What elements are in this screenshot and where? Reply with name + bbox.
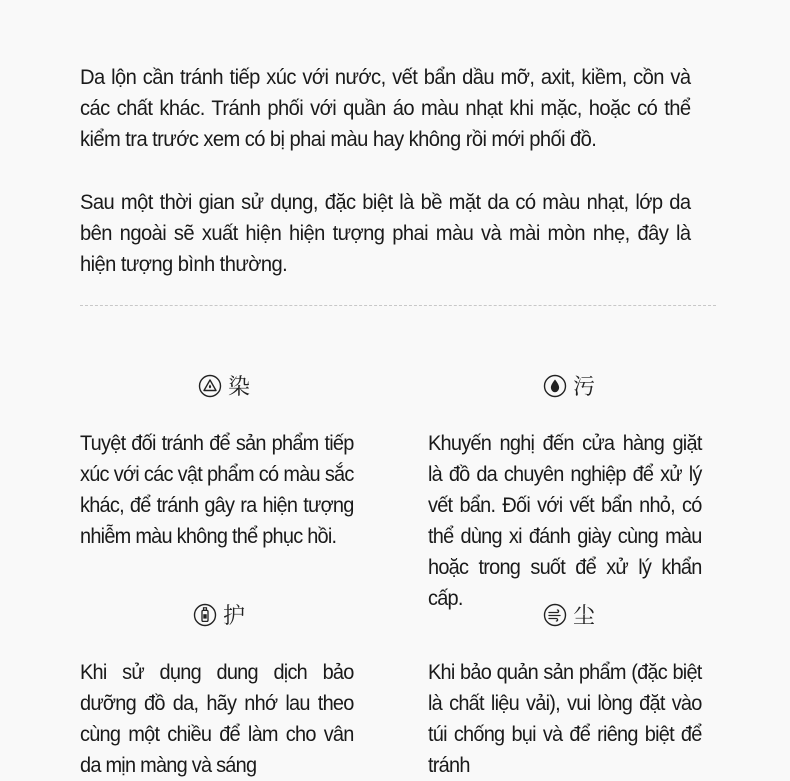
drop-triangle-icon xyxy=(198,374,222,398)
section-title-protect-text: 护 xyxy=(223,604,246,629)
section-title-dye xyxy=(198,370,250,401)
section-title-dust xyxy=(543,599,595,630)
bottle-icon xyxy=(193,603,217,627)
section-title-dye-text: 染 xyxy=(228,375,251,400)
section-title-dirt-text: 污 xyxy=(573,375,596,400)
section-text-dirt: Khuyến nghị đến cửa hàng giặt là đồ da chuyên nghiệp để xử lý vết bẩn. Đối với vết bẩn nhỏ, có thể dùng xi đánh giày cùng màu hoặc trong suốt để xử lý khẩn cấp. xyxy=(428,432,702,610)
section-text-dust: Khi bảo quản sản phẩm (đặc biệt là chất liệu vải), vui lòng đặt vào túi chống bụi và để riêng biệt để tránh xyxy=(428,661,702,777)
drop-circle-icon xyxy=(543,374,567,398)
section-title-dirt xyxy=(543,370,595,401)
section-title-protect xyxy=(193,599,245,630)
section-title-dust-text: 尘 xyxy=(573,604,596,629)
section-text-dye: Tuyệt đối tránh để sản phẩm tiếp xúc với các vật phẩm có màu sắc khác, để tránh gây ra hiện tượng nhiễm màu không thể phục hồi. xyxy=(80,432,354,548)
section-text-protect: Khi sử dụng dung dịch bảo dưỡng đồ da, hãy nhớ lau theo cùng một chiều để làm cho vân da mịn màng và sáng xyxy=(80,661,354,777)
dashed-divider xyxy=(80,305,716,306)
intro-paragraph-1: Da lộn cần tránh tiếp xúc với nước, vết bẩn dầu mỡ, axit, kiềm, cồn và các chất khác. Tránh phối với quần áo màu nhạt khi mặc, hoặc có thể kiểm tra trước xem có bị phai màu hay không rồi mới phối đồ. xyxy=(80,66,691,151)
intro-paragraph-2: Sau một thời gian sử dụng, đặc biệt là bề mặt da có màu nhạt, lớp da bên ngoài sẽ xuất hiện hiện tượng phai màu và mài mòn nhẹ, đây là hiện tượng bình thường. xyxy=(80,191,691,276)
wind-icon xyxy=(543,603,567,627)
